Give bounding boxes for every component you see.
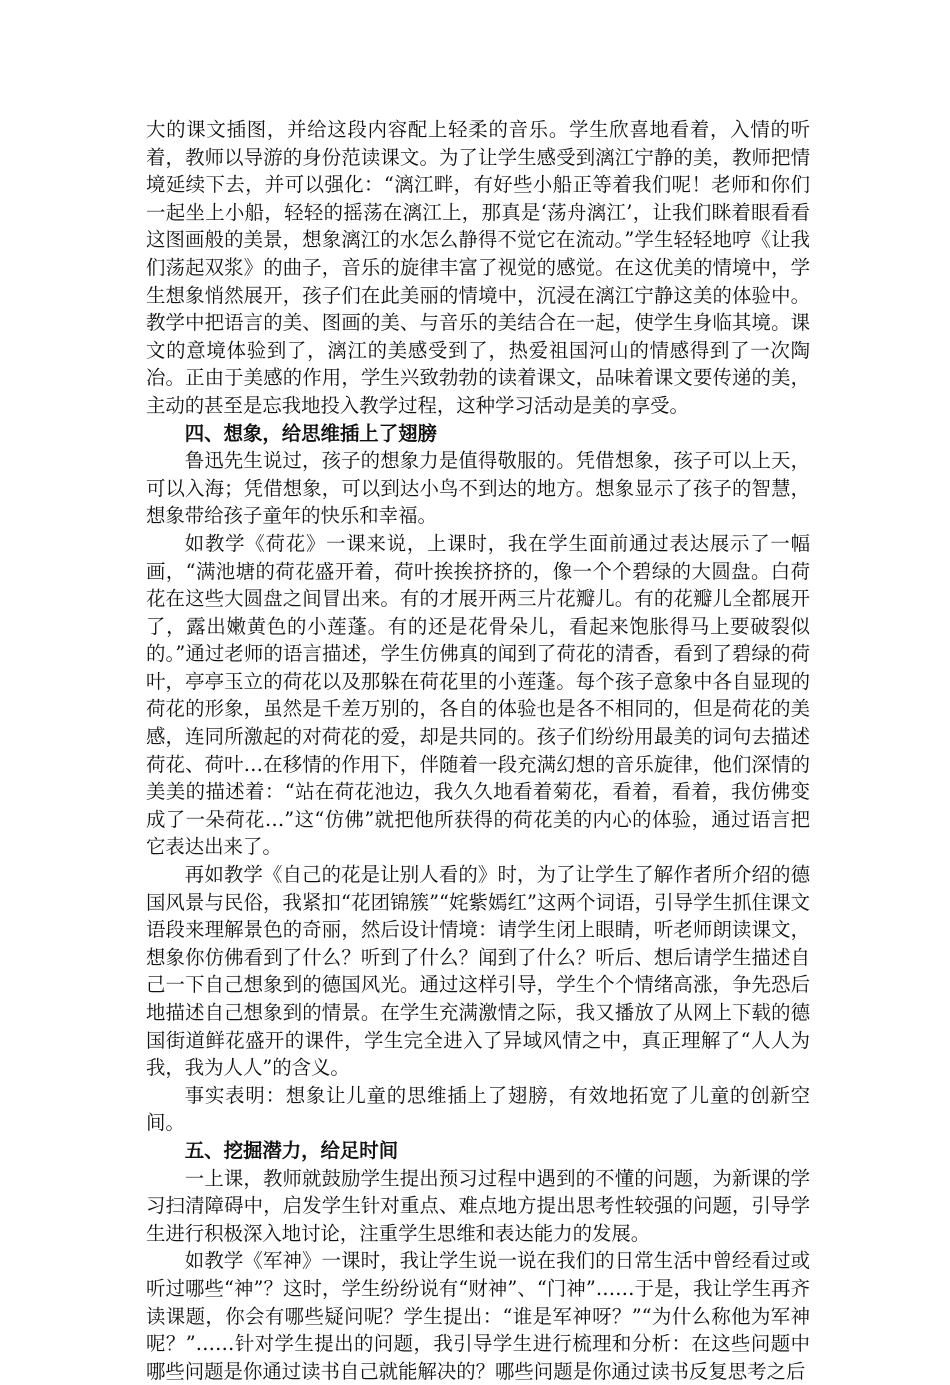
document-page xyxy=(146,116,810,1385)
section-heading-potential: 五、挖掘潜力，给足时间 xyxy=(184,1138,399,1162)
paragraph-lotus: 如教学《荷花》一课来说，上课时，我在学生面前通过表达展示了一幅画，“满池塘的荷花盛开着，荷叶挨挨挤挤的，像一个个碧绿的大圆盘。白荷花在这些大圆盘之间冒出来。有的才展开两三片花瓣儿。有的花瓣儿全都展开了，露出嫩黄色的小莲蓬。有的还是花骨朵儿，看起来饱胀得马上要破裂似的。”通过老师的语言描述，学生仿佛真的闻到了荷花的清香，看到了碧绿的荷叶，亭亭玉立的荷花以及那躲在荷花里的小莲蓬。每个孩子意象中各自显现的荷花的形象，虽然是千差万别的，各自的体验也是各不相同的，但是荷花的美感，连同所激起的对荷花的爱，却是共同的。孩子们纷纷用最美的词句去描述荷花、荷叶…在移情的作用下，伴随着一段充满幻想的音乐旋律，他们深情的美美的描述着：“站在荷花池边，我久久地看着菊花，看着，看着，我仿佛变成了一朵荷花…”这“仿佛”就把他所获得的荷花美的内心的体验，通过语言把它表达出来了。 xyxy=(146,531,810,859)
paragraph-continuation: 大的课文插图，并给这段内容配上轻柔的音乐。学生欣喜地看着，入情的听着，教师以导游的身份范读课文。为了让学生感受到漓江宁静的美，教师把情境延续下去，并可以强化：“漓江畔，有好些小船正等着我们呢！老师和你们一起坐上小船，轻轻的摇荡在漓江上，那真是‘荡舟漓江’，让我们眯着眼看看这图画般的美景，想象漓江的水怎么静得不觉它在流动。”学生轻轻地哼《让我们荡起双浆》的曲子，音乐的旋律丰富了视觉的感觉。在这优美的情境中，学生想象悄然展开，孩子们在此美丽的情境中，沉浸在漓江宁静这美的体验中。教学中把语言的美、图画的美、与音乐的美结合在一起，使学生身临其境。课文的意境体验到了，漓江的美感受到了，热爱祖国河山的情感得到了一次陶冶。正由于美感的作用，学生兴致勃勃的读着课文，品味着课文要传递的美，主动的甚至是忘我地投入教学过程，这种学习活动是美的享受。 xyxy=(146,118,810,417)
paragraph-luxun: 鲁迅先生说过，孩子的想象力是值得敬服的。凭借想象，孩子可以上天，可以入海；凭借想象，可以到达小鸟不到达的地方。想象显示了孩子的智慧，想象带给孩子童年的快乐和幸福。 xyxy=(146,449,810,528)
paragraph-conclusion: 事实表明：想象让儿童的思维插上了翅膀，有效地拓宽了儿童的创新空间。 xyxy=(146,1083,810,1135)
paragraph-questions: 一上课，教师就鼓励学生提出预习过程中遇到的不懂的问题，为新课的学习扫清障碍中，启发学生针对重点、难点地方提出思考性较强的问题，引导学生进行积极深入地讨论，注重学生思维和表达能力的发展。 xyxy=(146,1166,810,1245)
paragraph-germany: 再如教学《自己的花是让别人看的》时，为了让学生了解作者所介绍的德国风景与民俗，我紧扣“花团锦簇”“姹紫嫣红”这两个词语，引导学生抓住课文语段来理解景色的奇丽，然后设计情境：请学生闭上眼睛，听老师朗读课文，想象你仿佛看到了什么？听到了什么？闻到了什么？听后、想后请学生描述自己一下自己想象到的德国风光。通过这样引导，学生个个情绪高涨，争先恐后地描述自己想象到的情景。在学生充满激情之际，我又播放了从网上下载的德国街道鲜花盛开的课件，学生完全进入了异域风情之中，真正理解了“人人为我，我为人人”的含义。 xyxy=(146,863,810,1080)
section-heading-imagination: 四、想象，给思维插上了翅膀 xyxy=(184,421,437,445)
paragraph-junshen: 如教学《军神》一课时，我让学生说一说在我们的日常生活中曾经看过或听过哪些“神”？这时，学生纷纷说有“财神”、“门神”……于是，我让学生再齐读课题，你会有哪些疑问呢？学生提出：“谁是军神呀？”“为什么称他为军神呢？”……针对学生提出的问题，我引导学生进行梳理和分析：在这些问题中哪些问题是你通过读书自己就能解决的？哪些问题是你通过读书反复思考之后 xyxy=(146,1249,810,1383)
